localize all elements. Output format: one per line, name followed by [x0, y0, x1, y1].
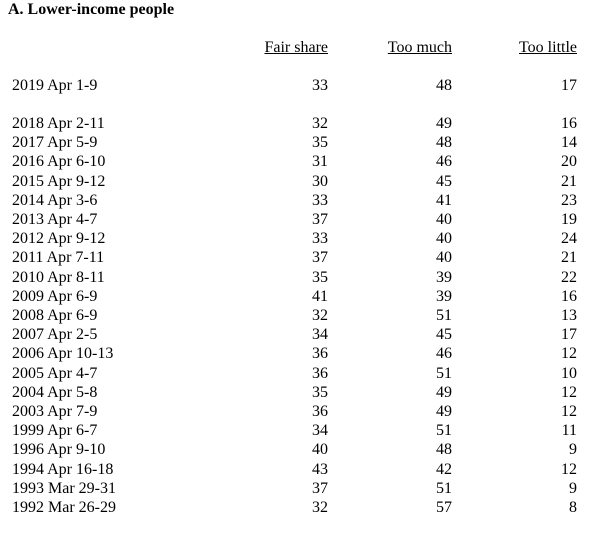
cell-fair-share: 36 — [312, 403, 328, 420]
cell-fair-share: 40 — [312, 441, 328, 459]
table-row — [0, 268, 605, 287]
cell-too-much: 45 — [436, 326, 452, 344]
cell-too-little: 9 — [569, 479, 577, 497]
cell-fair-share: 33 — [312, 230, 328, 248]
row-date: 2003 Apr 7-9 — [12, 403, 98, 420]
cell-too-much: 40 — [436, 230, 452, 248]
table-row — [0, 114, 605, 133]
cell-fair-share: 37 — [312, 211, 328, 228]
cell-too-much: 51 — [436, 479, 452, 497]
table-row — [0, 460, 605, 479]
table-row — [0, 152, 605, 171]
table-row — [0, 325, 605, 344]
row-date: 2017 Apr 5-9 — [12, 134, 98, 152]
cell-too-little: 23 — [561, 191, 577, 209]
cell-too-much: 49 — [436, 403, 452, 420]
column-header-fair-share: Fair share — [264, 39, 328, 56]
cell-too-little: 12 — [561, 383, 577, 401]
table-row — [0, 172, 605, 191]
table-row — [0, 344, 605, 363]
cell-too-much: 51 — [436, 307, 452, 324]
cell-fair-share: 43 — [312, 460, 328, 478]
cell-fair-share: 35 — [312, 268, 328, 286]
row-date: 2004 Apr 5-8 — [12, 383, 98, 401]
row-date: 2007 Apr 2-5 — [12, 326, 98, 344]
cell-too-much: 49 — [436, 115, 452, 132]
row-date: 2016 Apr 6-10 — [12, 153, 106, 171]
cell-fair-share: 33 — [312, 77, 328, 94]
cell-too-much: 46 — [436, 153, 452, 171]
cell-too-little: 9 — [569, 441, 577, 459]
cell-too-much: 51 — [436, 422, 452, 440]
cell-too-little: 11 — [561, 422, 577, 440]
cell-too-little: 17 — [561, 326, 577, 344]
cell-fair-share: 37 — [312, 249, 328, 267]
row-date: 2013 Apr 4-7 — [12, 211, 98, 228]
cell-too-little: 12 — [561, 403, 577, 420]
cell-fair-share: 36 — [312, 345, 328, 363]
row-date: 2014 Apr 3-6 — [12, 191, 98, 209]
cell-too-little: 22 — [561, 268, 577, 286]
table-row — [0, 191, 605, 210]
cell-too-little: 16 — [561, 287, 577, 305]
table-row — [0, 210, 605, 229]
row-date: 2019 Apr 1-9 — [12, 77, 98, 94]
cell-fair-share: 35 — [312, 134, 328, 152]
row-date: 2008 Apr 6-9 — [12, 307, 98, 324]
cell-fair-share: 36 — [312, 364, 328, 382]
table-row — [0, 229, 605, 248]
table-row — [0, 76, 605, 95]
cell-fair-share: 33 — [312, 191, 328, 209]
row-date: 2012 Apr 9-12 — [12, 230, 106, 248]
cell-too-much: 40 — [436, 211, 452, 228]
cell-too-much: 46 — [436, 345, 452, 363]
table-row — [0, 248, 605, 267]
cell-too-much: 41 — [436, 191, 452, 209]
row-date: 1999 Apr 6-7 — [12, 422, 98, 440]
cell-too-much: 40 — [436, 249, 452, 267]
table-title: A. Lower-income people — [8, 1, 175, 18]
cell-too-little: 8 — [569, 499, 577, 516]
cell-too-little: 21 — [561, 249, 577, 267]
cell-too-little: 24 — [561, 230, 577, 248]
table-row — [0, 364, 605, 383]
cell-too-much: 42 — [436, 460, 452, 478]
row-date: 2010 Apr 8-11 — [12, 268, 105, 286]
cell-fair-share: 32 — [312, 499, 328, 516]
cell-too-much: 39 — [436, 268, 452, 286]
cell-too-little: 19 — [561, 211, 577, 228]
row-date: 1992 Mar 26-29 — [12, 499, 116, 516]
column-header-too-much: Too much — [387, 39, 452, 56]
cell-too-little: 16 — [561, 115, 577, 132]
cell-too-little: 17 — [561, 77, 577, 94]
cell-fair-share: 32 — [312, 307, 328, 324]
cell-fair-share: 41 — [312, 287, 328, 305]
cell-too-little: 12 — [561, 345, 577, 363]
table-row — [0, 498, 605, 517]
cell-too-much: 48 — [436, 77, 452, 94]
row-date: 2018 Apr 2-11 — [12, 115, 105, 132]
cell-too-much: 57 — [436, 499, 452, 516]
cell-too-much: 49 — [436, 383, 452, 401]
table-row — [0, 287, 605, 306]
row-date: 2011 Apr 7-11 — [12, 249, 105, 267]
cell-too-much: 51 — [436, 364, 452, 382]
table-row — [0, 479, 605, 498]
cell-too-little: 20 — [561, 153, 577, 171]
cell-too-much: 39 — [436, 287, 452, 305]
cell-too-little: 10 — [561, 364, 577, 382]
row-date: 2006 Apr 10-13 — [12, 345, 114, 363]
cell-too-little: 12 — [561, 460, 577, 478]
row-date: 2005 Apr 4-7 — [12, 364, 98, 382]
table-row — [0, 383, 605, 402]
cell-fair-share: 30 — [312, 172, 328, 190]
cell-too-much: 45 — [436, 172, 452, 190]
cell-too-much: 48 — [436, 134, 452, 152]
table-row — [0, 440, 605, 459]
row-date: 1996 Apr 9-10 — [12, 441, 106, 459]
table-row — [0, 306, 605, 325]
cell-fair-share: 32 — [312, 115, 328, 132]
cell-too-much: 48 — [436, 441, 452, 459]
cell-fair-share: 34 — [312, 326, 328, 344]
cell-too-little: 21 — [561, 172, 577, 190]
table-row — [0, 421, 605, 440]
cell-fair-share: 31 — [312, 153, 328, 171]
cell-fair-share: 34 — [312, 422, 328, 440]
cell-too-little: 13 — [561, 307, 577, 324]
column-header-too-little: Too little — [519, 39, 577, 56]
cell-too-little: 14 — [561, 134, 577, 152]
cell-fair-share: 35 — [312, 383, 328, 401]
row-date: 1993 Mar 29-31 — [12, 479, 116, 497]
cell-fair-share: 37 — [312, 479, 328, 497]
table-row — [0, 402, 605, 421]
table-row — [0, 133, 605, 152]
row-date: 2009 Apr 6-9 — [12, 287, 98, 305]
row-date: 2015 Apr 9-12 — [12, 172, 106, 190]
row-date: 1994 Apr 16-18 — [12, 460, 114, 478]
